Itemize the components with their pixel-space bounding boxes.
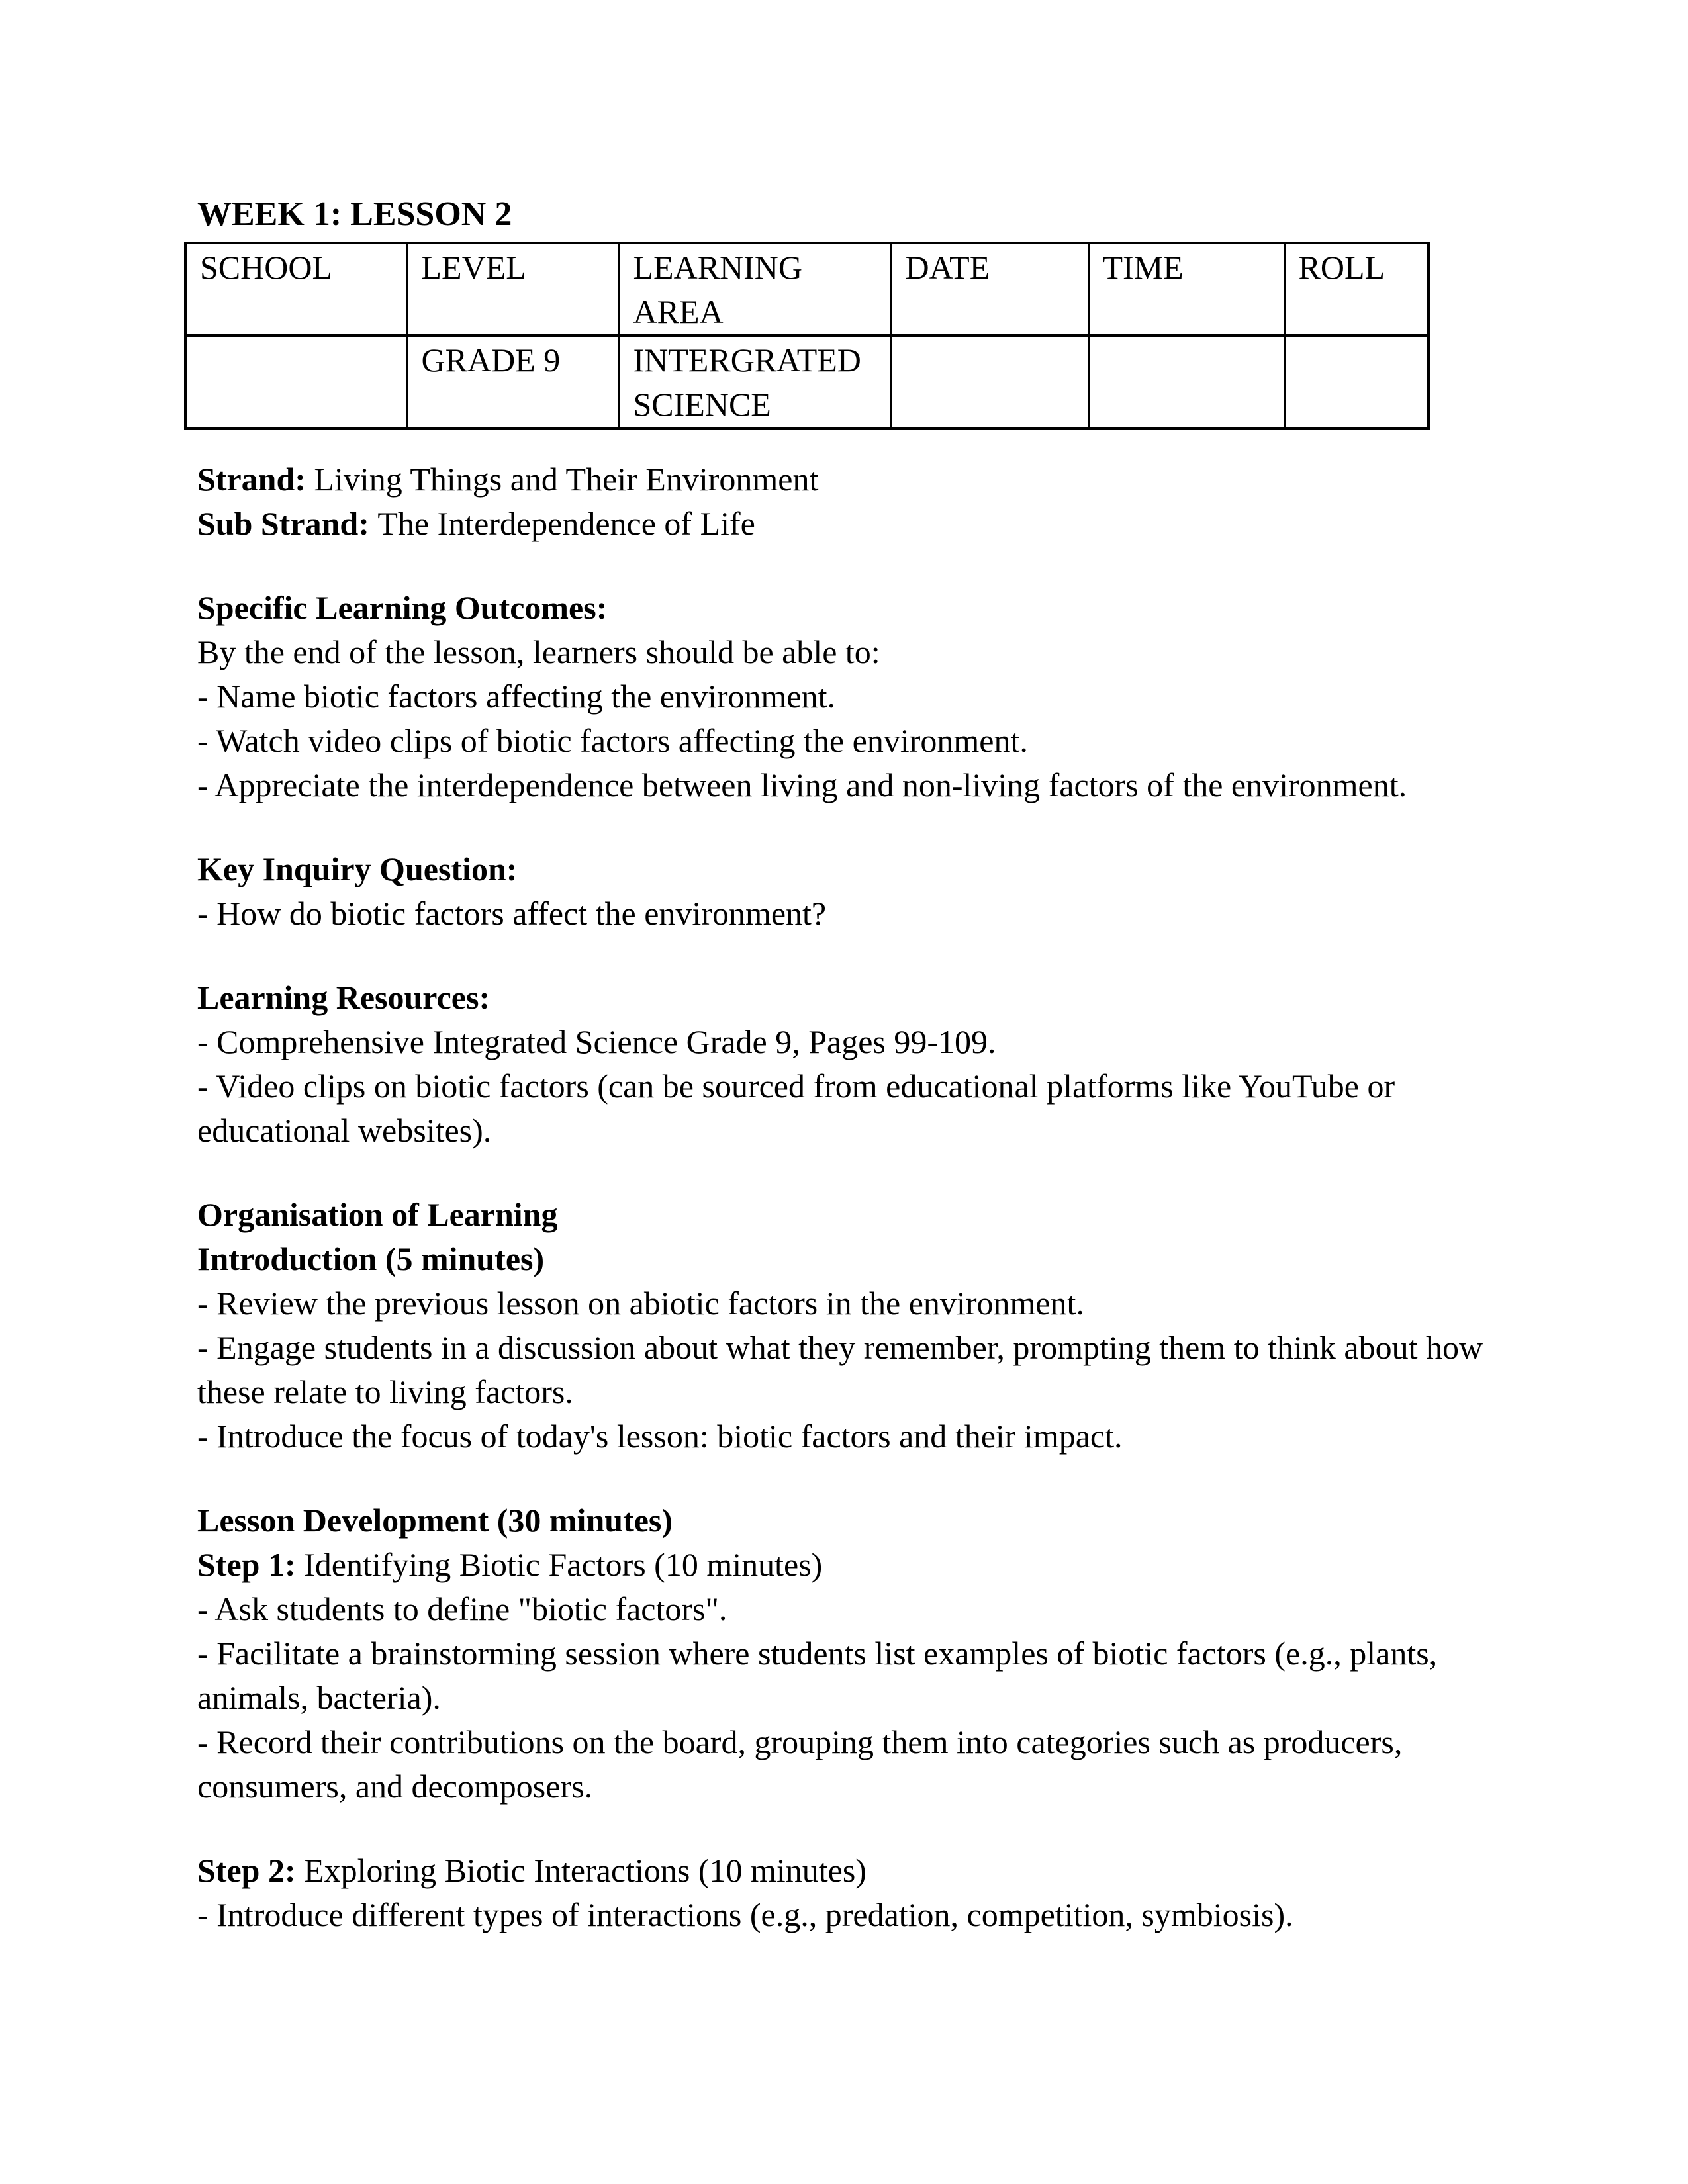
- page-title: WEEK 1: LESSON 2: [197, 195, 512, 233]
- outcome-bullet-2: [197, 719, 1595, 763]
- cell-level-header: LEVEL: [407, 243, 619, 336]
- cell-learning-area-header: LEARNING AREA: [619, 243, 891, 336]
- key-inquiry-bullet-text: - How do biotic factors affect the environment?: [197, 895, 827, 932]
- step1-bullet-3-cont-text: consumers, and decomposers.: [197, 1768, 593, 1805]
- step1-bullet-2-cont-text: animals, bacteria).: [197, 1679, 441, 1716]
- intro-bullet-1: [197, 1281, 1595, 1326]
- step1-label: Step 1:: [197, 1546, 305, 1583]
- cell-roll-header: ROLL: [1284, 243, 1429, 336]
- step2-bullet-1: [197, 1893, 1595, 1937]
- step1-bullet-2-cont: [197, 1676, 1595, 1720]
- resource-bullet-2-cont-text: educational websites).: [197, 1112, 492, 1149]
- step1-bullet-3-cont: [197, 1764, 1595, 1809]
- sub-strand-line: [197, 502, 1595, 546]
- step1-bullet-2: [197, 1631, 1595, 1676]
- outcomes-intro: [197, 630, 1595, 674]
- cell-date-value: [891, 336, 1088, 428]
- intro-bullet-3-text: - Introduce the focus of today's lesson: biotic factors and their impact.: [197, 1418, 1123, 1455]
- cell-date-header: DATE: [891, 243, 1088, 336]
- step1-bullet-2-text: - Facilitate a brainstorming session where students list examples of biotic factors (e.g., plants,: [197, 1635, 1438, 1672]
- step1-bullet-3-text: - Record their contributions on the board, grouping them into categories such as producers,: [197, 1723, 1403, 1760]
- intro-bullet-1-text: - Review the previous lesson on abiotic factors in the environment.: [197, 1285, 1084, 1322]
- development-heading: [197, 1498, 1595, 1543]
- cell-time-value: [1088, 336, 1284, 428]
- organisation-heading-text: Organisation of Learning: [197, 1196, 558, 1233]
- outcome-bullet-1-text: - Name biotic factors affecting the environment.: [197, 678, 835, 715]
- cell-school-header: SCHOOL: [185, 243, 407, 336]
- resources-heading: [197, 976, 1595, 1020]
- sub-strand-label: Sub Strand:: [197, 505, 378, 542]
- organisation-heading: [197, 1193, 1595, 1237]
- strand-line: [197, 457, 1595, 502]
- step1-bullet-3: [197, 1720, 1595, 1764]
- step2-bullet-1-text: - Introduce different types of interactions (e.g., predation, competition, symbiosis).: [197, 1896, 1293, 1933]
- step2-label: Step 2:: [197, 1852, 305, 1889]
- intro-bullet-2-cont: [197, 1370, 1595, 1414]
- introduction-heading-text: Introduction (5 minutes): [197, 1240, 545, 1277]
- table-header-row: [185, 243, 1429, 336]
- lesson-info-table: [184, 242, 1430, 430]
- resource-bullet-1-text: - Comprehensive Integrated Science Grade 9, Pages 99-109.: [197, 1023, 996, 1060]
- resource-bullet-2-text: - Video clips on biotic factors (can be sourced from educational platforms like YouTube or: [197, 1068, 1395, 1105]
- resource-bullet-1: [197, 1020, 1595, 1064]
- key-inquiry-heading: [197, 847, 1595, 891]
- intro-bullet-3: [197, 1414, 1595, 1459]
- cell-level-value: GRADE 9: [407, 336, 619, 428]
- cell-time-header: TIME: [1088, 243, 1284, 336]
- step2-heading: [197, 1848, 1595, 1893]
- intro-bullet-2-cont-text: these relate to living factors.: [197, 1373, 573, 1410]
- cell-learning-area-value: INTERGRATED SCIENCE: [619, 336, 891, 428]
- step1-text: Identifying Biotic Factors (10 minutes): [304, 1546, 823, 1583]
- resources-heading-text: Learning Resources:: [197, 979, 491, 1016]
- cell-roll-value: [1284, 336, 1429, 428]
- cell-school-value: [185, 336, 407, 428]
- table-value-row: [185, 336, 1429, 428]
- step1-bullet-1-text: - Ask students to define "biotic factors".: [197, 1590, 727, 1627]
- intro-bullet-2: [197, 1326, 1595, 1370]
- outcomes-heading-text: Specific Learning Outcomes:: [197, 589, 608, 626]
- outcome-bullet-1: [197, 674, 1595, 719]
- intro-bullet-2-text: - Engage students in a discussion about what they remember, prompting them to think about how: [197, 1329, 1483, 1366]
- outcome-bullet-3: [197, 763, 1595, 807]
- outcome-bullet-3-text: - Appreciate the interdependence between living and non-living factors of the environment.: [197, 766, 1407, 803]
- step1-heading: [197, 1543, 1595, 1587]
- strand-label: Strand:: [197, 461, 314, 498]
- outcome-bullet-2-text: - Watch video clips of biotic factors affecting the environment.: [197, 722, 1028, 759]
- introduction-heading: [197, 1237, 1595, 1281]
- resource-bullet-2-cont: [197, 1109, 1595, 1153]
- key-inquiry-heading-text: Key Inquiry Question:: [197, 850, 518, 887]
- step2-text: Exploring Biotic Interactions (10 minutes): [304, 1852, 867, 1889]
- strand-text: Living Things and Their Environment: [314, 461, 819, 498]
- development-heading-text: Lesson Development (30 minutes): [197, 1502, 673, 1539]
- key-inquiry-bullet: [197, 891, 1595, 936]
- resource-bullet-2: [197, 1064, 1595, 1109]
- outcomes-intro-text: By the end of the lesson, learners should be able to:: [197, 633, 880, 670]
- sub-strand-text: The Interdependence of Life: [377, 505, 755, 542]
- outcomes-heading: [197, 586, 1595, 630]
- step1-bullet-1: [197, 1587, 1595, 1631]
